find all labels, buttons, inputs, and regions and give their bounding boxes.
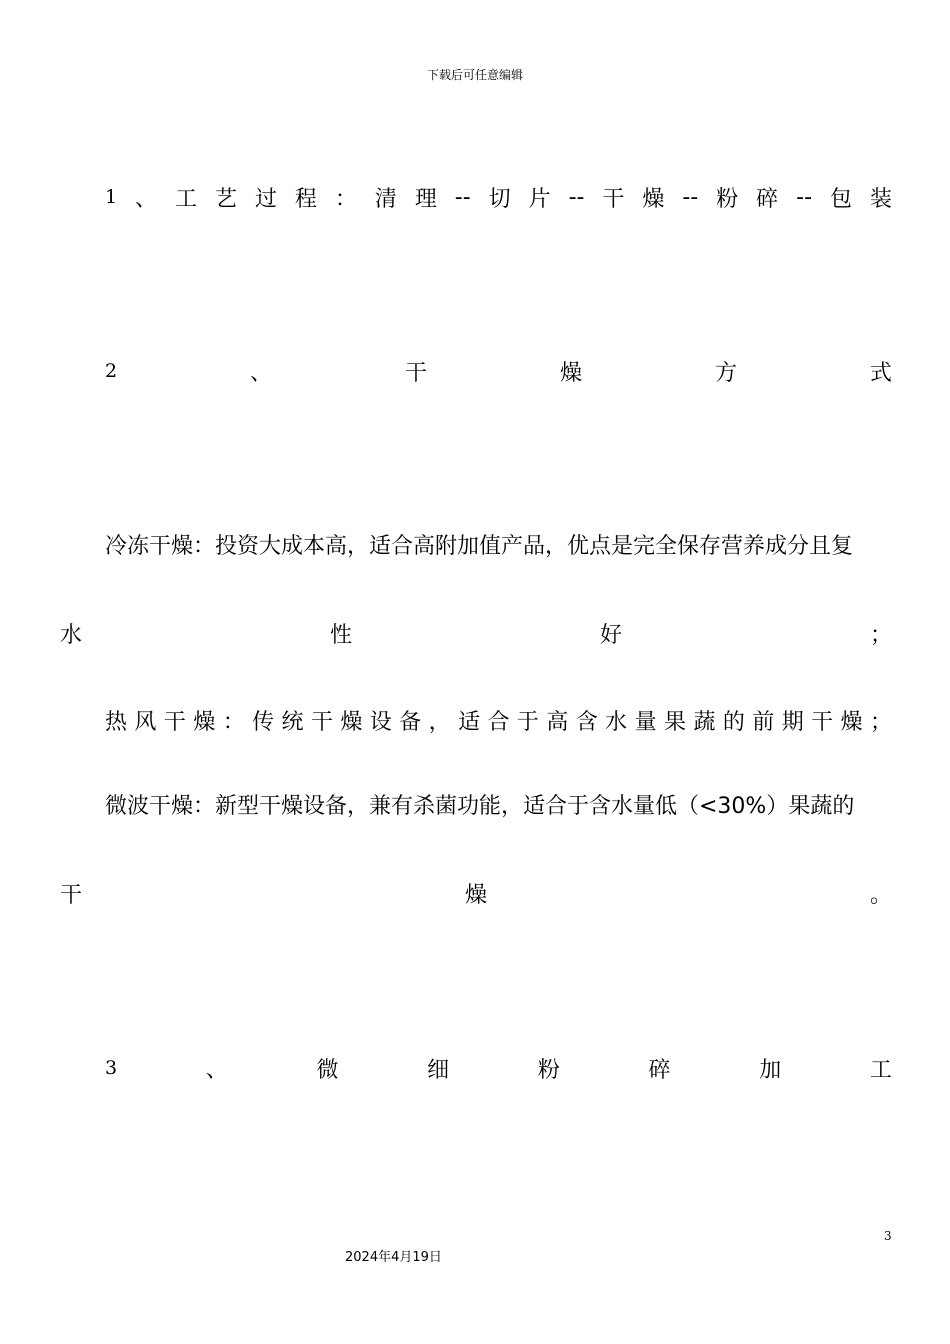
text-token: 、 — [205, 1057, 228, 1083]
text-token: 过 — [254, 186, 277, 212]
paragraph-hot-air-drying — [105, 705, 892, 735]
text-token: 设 — [369, 709, 392, 735]
paragraph-microwave-drying: 微波干燥：新型干燥设备，兼有杀菌功能，适合于含水量低（<30%）果蔬的 — [105, 794, 855, 819]
text-token: -- — [454, 184, 471, 210]
text-token: 方 — [714, 360, 737, 386]
text-token: 装 — [869, 186, 892, 212]
text-token: 燥 — [559, 360, 582, 386]
page-header: 下载后可任意编辑 — [426, 68, 523, 82]
text-token: -- — [568, 184, 585, 210]
text-token: 理 — [414, 186, 437, 212]
text-token: -- — [796, 184, 813, 210]
text-token: 适 — [458, 709, 481, 735]
text-token: 水 — [605, 709, 628, 735]
text-token: 程 — [294, 186, 317, 212]
text-token: 干 — [811, 709, 834, 735]
text-token: 切 — [488, 186, 511, 212]
text-token: 细 — [427, 1057, 450, 1083]
text-token: 蔬 — [693, 709, 716, 735]
text-token: ， — [428, 709, 451, 735]
text-token: ： — [334, 186, 357, 212]
text-token: 干 — [310, 709, 333, 735]
text-token: 干 — [602, 186, 625, 212]
text-token: 。 — [869, 882, 892, 908]
text-token: 片 — [528, 186, 551, 212]
text-token: 、 — [135, 186, 158, 212]
text-token: 期 — [781, 709, 804, 735]
text-token: 于 — [516, 709, 539, 735]
text-token: 果 — [664, 709, 687, 735]
text-token: 干 — [163, 709, 186, 735]
text-token: 碎 — [756, 186, 779, 212]
text-token: 风 — [134, 709, 157, 735]
text-token: 干 — [405, 360, 428, 386]
text-token: 3 — [105, 1057, 118, 1079]
text-token: 工 — [869, 1057, 892, 1083]
text-token: 好 — [599, 622, 622, 648]
text-token: 粉 — [716, 186, 739, 212]
text-token: 式 — [869, 360, 892, 386]
text-token: 燥 — [193, 709, 216, 735]
text-token: 水 — [60, 622, 83, 648]
text-token: 碎 — [648, 1057, 671, 1083]
text-token: 量 — [634, 709, 657, 735]
text-token: 热 — [105, 709, 128, 735]
text-token: 统 — [281, 709, 304, 735]
page-number: 3 — [884, 1229, 892, 1243]
text-token: 含 — [575, 709, 598, 735]
text-token: 加 — [759, 1057, 782, 1083]
text-token: 艺 — [214, 186, 237, 212]
text-token: 微 — [316, 1057, 339, 1083]
text-token: 高 — [546, 709, 569, 735]
text-token: 前 — [752, 709, 775, 735]
paragraph-freeze-drying: 冷冻干燥：投资大成本高，适合高附加值产品，优点是完全保存营养成分且复 — [105, 534, 854, 559]
heading-fine-grinding — [105, 1053, 892, 1083]
text-token: 清 — [374, 186, 397, 212]
text-token: 干 — [60, 882, 83, 908]
text-token: 粉 — [537, 1057, 560, 1083]
text-token: 备 — [399, 709, 422, 735]
heading-drying-methods — [105, 356, 892, 386]
text-token: -- — [682, 184, 699, 210]
text-token: 燥 — [464, 882, 487, 908]
text-token: ； — [869, 709, 892, 735]
text-token: 1 — [105, 186, 118, 208]
heading-process — [105, 182, 892, 212]
text-token: 工 — [175, 186, 198, 212]
text-token: 2 — [105, 360, 118, 382]
paragraph-microwave-drying-end — [60, 878, 892, 908]
text-token: 性 — [329, 622, 352, 648]
text-token: 传 — [252, 709, 275, 735]
text-token: 燥 — [340, 709, 363, 735]
text-token: 燥 — [642, 186, 665, 212]
text-token: 包 — [829, 186, 852, 212]
paragraph-freeze-drying-end — [60, 618, 892, 648]
footer-date: 2024年4月19日 — [345, 1250, 442, 1265]
text-token: ； — [869, 622, 892, 648]
text-token: 合 — [487, 709, 510, 735]
text-token: 燥 — [840, 709, 863, 735]
text-token: ： — [222, 709, 245, 735]
text-token: 、 — [250, 360, 273, 386]
text-token: 的 — [722, 709, 745, 735]
